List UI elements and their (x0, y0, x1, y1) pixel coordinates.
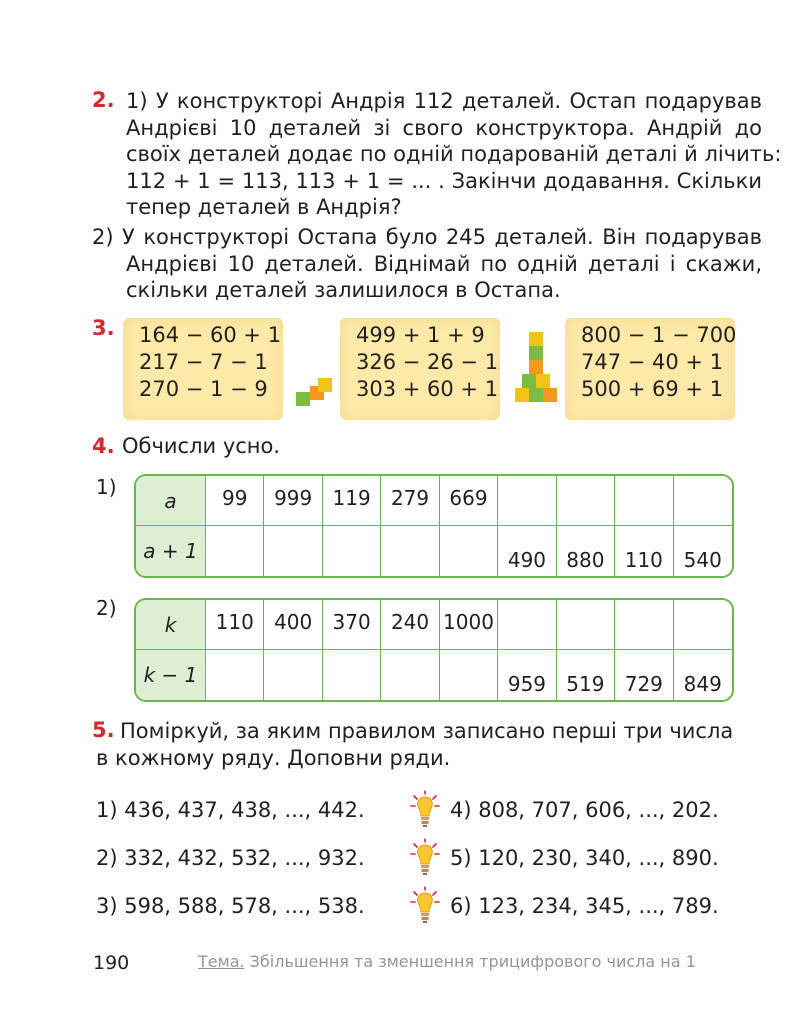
expression: 747 − 40 + 1 (581, 350, 724, 374)
text-line: своїх деталей додає по одній подарованій деталі й лічить: (126, 142, 782, 166)
table-cell: 849 (683, 672, 722, 696)
text-line: 112 + 1 = 113, 113 + 1 = ... . Закінчи додавання. Скільки (126, 168, 762, 193)
sequence-row-2: 2) 332, 432, 532, ..., 932. (96, 846, 365, 870)
table-1 (134, 474, 734, 578)
text-line: тепер деталей в Андрія? (126, 195, 402, 219)
table-cell (206, 650, 264, 700)
expression: 303 + 60 + 1 (356, 377, 499, 401)
table-cell (440, 526, 498, 576)
page-number: 190 (93, 952, 130, 974)
table-cell: 999 (264, 476, 322, 526)
table-2 (134, 598, 734, 702)
table-cell: 279 (381, 476, 439, 526)
table-cell: 669 (440, 476, 498, 526)
expression-card-3 (565, 318, 735, 420)
table-cell (615, 600, 673, 650)
exercise-3-number: 3. (92, 316, 115, 340)
table-cell (381, 650, 439, 700)
table-header-cell: a + 1 (136, 526, 206, 576)
expression: 499 + 1 + 9 (356, 323, 485, 347)
text-line: скільки деталей залишилося в Остапа. (126, 278, 561, 302)
table-header-cell: a (136, 476, 206, 526)
table-header-cell: k (136, 600, 206, 650)
sequence-row-3: 3) 598, 588, 578, ..., 538. (96, 894, 365, 918)
table-cell (615, 476, 673, 526)
expression: 500 + 69 + 1 (581, 377, 724, 401)
table-cell (264, 650, 322, 700)
table-cell: 490 (498, 526, 556, 576)
exercise-5-text-2 (96, 745, 766, 772)
table-cell (498, 600, 556, 650)
exercise-4-number: 4. (92, 434, 115, 458)
sequence-row-1: 1) 436, 437, 438, ..., 442. (96, 798, 365, 822)
expression: 164 − 60 + 1 (139, 323, 282, 347)
table-cell (557, 476, 615, 526)
table-cell: 240 (381, 600, 439, 650)
text-line: Поміркуй, за яким правилом записано перші три числа (120, 719, 734, 743)
table-cell (323, 526, 381, 576)
table-cell: 110 (206, 600, 264, 650)
topic-text: Збільшення та зменшення трицифрового числа на 1 (249, 952, 696, 971)
sequence-row-5: 5) 120, 230, 340, ..., 890. (450, 846, 719, 870)
table-cell (440, 650, 498, 700)
table-1-label: 1) (96, 475, 117, 499)
text-line: 1) У конструкторі Андрія 112 деталей. Остап подарував (126, 89, 762, 113)
table-cell (381, 526, 439, 576)
table-cell: 880 (557, 526, 615, 576)
expression: 270 − 1 − 9 (139, 377, 268, 401)
expression: 326 − 26 − 1 (356, 350, 499, 374)
table-cell (323, 650, 381, 700)
expression-card-1 (123, 318, 283, 420)
table-cell: 1000 (440, 600, 498, 650)
exercise-5-text (120, 718, 734, 745)
table-cell (264, 526, 322, 576)
table-cell: 519 (557, 650, 615, 700)
expression: 217 − 7 − 1 (139, 350, 268, 374)
text-line: в кожному ряду. Доповни ряди. (96, 746, 451, 770)
table-cell (674, 600, 732, 650)
table-2-label: 2) (96, 596, 117, 620)
expression-card-2 (340, 318, 500, 420)
lightbulb-icon (410, 838, 440, 878)
table-cell: 99 (206, 476, 264, 526)
table-cell (557, 600, 615, 650)
table-cell: 110 (615, 526, 673, 576)
lightbulb-icon (410, 790, 440, 830)
sequence-row-4: 4) 808, 707, 606, ..., 202. (450, 798, 719, 822)
table-cell (674, 476, 732, 526)
text-line: 2) У конструкторі Остапа було 245 деталей. Він подарував (92, 225, 762, 249)
table-cell: 959 (498, 650, 556, 700)
table-cell: 540 (683, 548, 722, 572)
table-cell: 119 (323, 476, 381, 526)
expression: 800 − 1 − 700 (581, 323, 737, 347)
exercise-5-number: 5. (92, 718, 115, 742)
table-cell (206, 526, 264, 576)
table-cell: 400 (264, 600, 322, 650)
sequence-row-6: 6) 123, 234, 345, ..., 789. (450, 894, 719, 918)
exercise-2-part-1 (126, 88, 782, 221)
text-line: Андрієві 10 деталей. Віднімай по одній деталі і скажи, (126, 251, 762, 276)
topic-label: Тема. (198, 952, 245, 971)
table-header-cell: k − 1 (136, 650, 206, 700)
exercise-2-part-2 (92, 224, 762, 304)
table-cell: 370 (323, 600, 381, 650)
table-cell: 729 (615, 650, 673, 700)
exercise-2-number: 2. (92, 88, 115, 112)
text-line: Андрієві 10 деталей зі свого конструктора. Андрій до (126, 115, 762, 140)
page-topic (198, 952, 696, 971)
exercise-4-text: Обчисли усно. (122, 434, 281, 458)
table-cell (498, 476, 556, 526)
lightbulb-icon (410, 886, 440, 926)
